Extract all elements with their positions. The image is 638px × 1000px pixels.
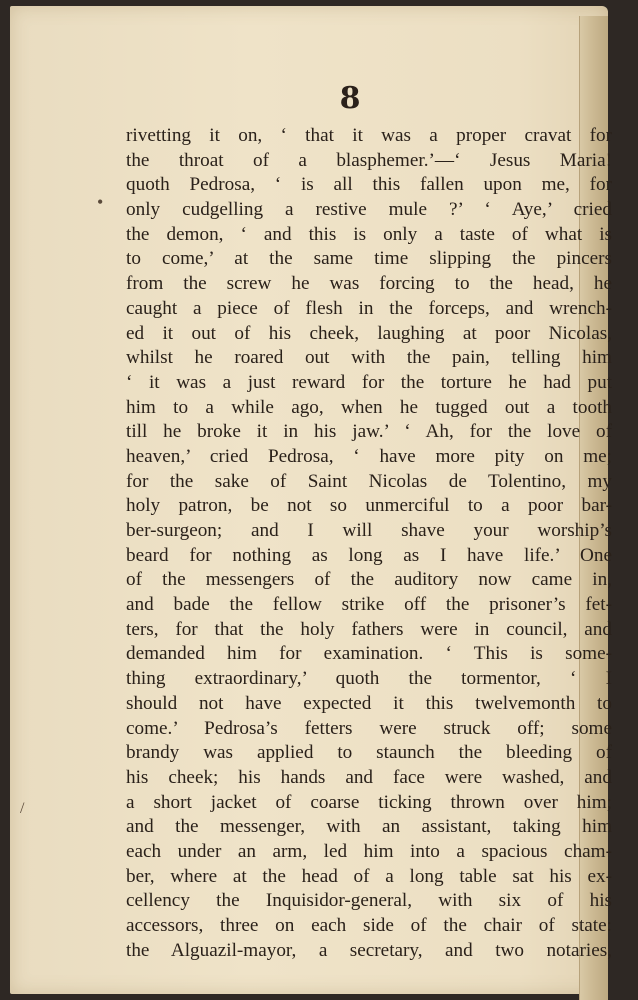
text-line: and the messenger, with an assistant, taking him bbox=[126, 816, 612, 838]
text-line: thing extraordinary,’ quoth the tormentor, ‘ I bbox=[126, 668, 612, 690]
text-line: quoth Pedrosa, ‘ is all this fallen upon me, for bbox=[126, 174, 612, 196]
text-line: holy patron, be not so unmerciful to a poor bar- bbox=[126, 495, 612, 517]
page-text bbox=[126, 124, 612, 963]
text-line: a short jacket of coarse ticking thrown over him; bbox=[126, 791, 612, 813]
text-line: from the screw he was forcing to the head, he bbox=[126, 273, 612, 295]
text-line: each under an arm, led him into a spacious cham- bbox=[126, 840, 612, 862]
text-line: of the messengers of the auditory now came in, bbox=[126, 569, 612, 591]
text-line: him to a while ago, when he tugged out a tooth bbox=[126, 396, 612, 418]
text-line: ber, where at the head of a long table sat his ex- bbox=[126, 865, 612, 887]
text-line: ed it out of his cheek, laughing at poor Nicolas, bbox=[126, 322, 612, 344]
text-line: the throat of a blasphemer.’—‘ Jesus Maria! bbox=[126, 149, 612, 171]
page-number: 8 bbox=[339, 81, 361, 116]
text-line: the Alguazil-mayor, a secretary, and two notaries, bbox=[126, 939, 612, 961]
text-line: only cudgelling a restive mule ?’ ‘ Aye,’ cried bbox=[126, 199, 612, 221]
text-line: beard for nothing as long as I have life.’ One bbox=[126, 544, 612, 566]
text-line: cellency the Inquisidor-general, with six of his bbox=[126, 890, 612, 912]
text-line: rivetting it on, ‘ that it was a proper cravat for bbox=[126, 125, 612, 146]
text-line: whilst he roared out with the pain, telling him bbox=[126, 347, 612, 369]
text-line: caught a piece of flesh in the forceps, and wrench- bbox=[126, 297, 612, 319]
text-line: accessors, three on each side of the chair of state: bbox=[126, 915, 612, 936]
text-line: ters, for that the holy fathers were in council, and bbox=[126, 618, 612, 640]
text-line: his cheek; his hands and face were washed, and bbox=[126, 766, 612, 788]
text-line: brandy was applied to staunch the bleeding of bbox=[126, 742, 612, 764]
text-line: demanded him for examination. ‘ This is some- bbox=[126, 643, 612, 665]
text-line: the demon, ‘ and this is only a taste of what is bbox=[126, 223, 612, 245]
text-line: for the sake of Saint Nicolas de Tolentino, my bbox=[126, 470, 612, 492]
text-line: and bade the fellow strike off the prisoner’s fet- bbox=[126, 594, 612, 616]
text-line: till he broke it in his jaw.’ ‘ Ah, for the love of bbox=[126, 421, 612, 443]
text-line: to come,’ at the same time slipping the pincers bbox=[126, 248, 612, 270]
text-line: should not have expected it this twelvemonth to bbox=[126, 692, 612, 714]
margin-tick-mark: / bbox=[20, 800, 25, 817]
text-line: ‘ it was a just reward for the torture he had put bbox=[126, 371, 612, 393]
text-line: heaven,’ cried Pedrosa, ‘ have more pity on me; bbox=[126, 445, 612, 467]
margin-dot-mark: • bbox=[97, 192, 104, 212]
text-line: ber-surgeon; and I will shave your worship’s bbox=[126, 520, 612, 541]
text-line: come.’ Pedrosa’s fetters were struck off; some bbox=[126, 717, 612, 739]
